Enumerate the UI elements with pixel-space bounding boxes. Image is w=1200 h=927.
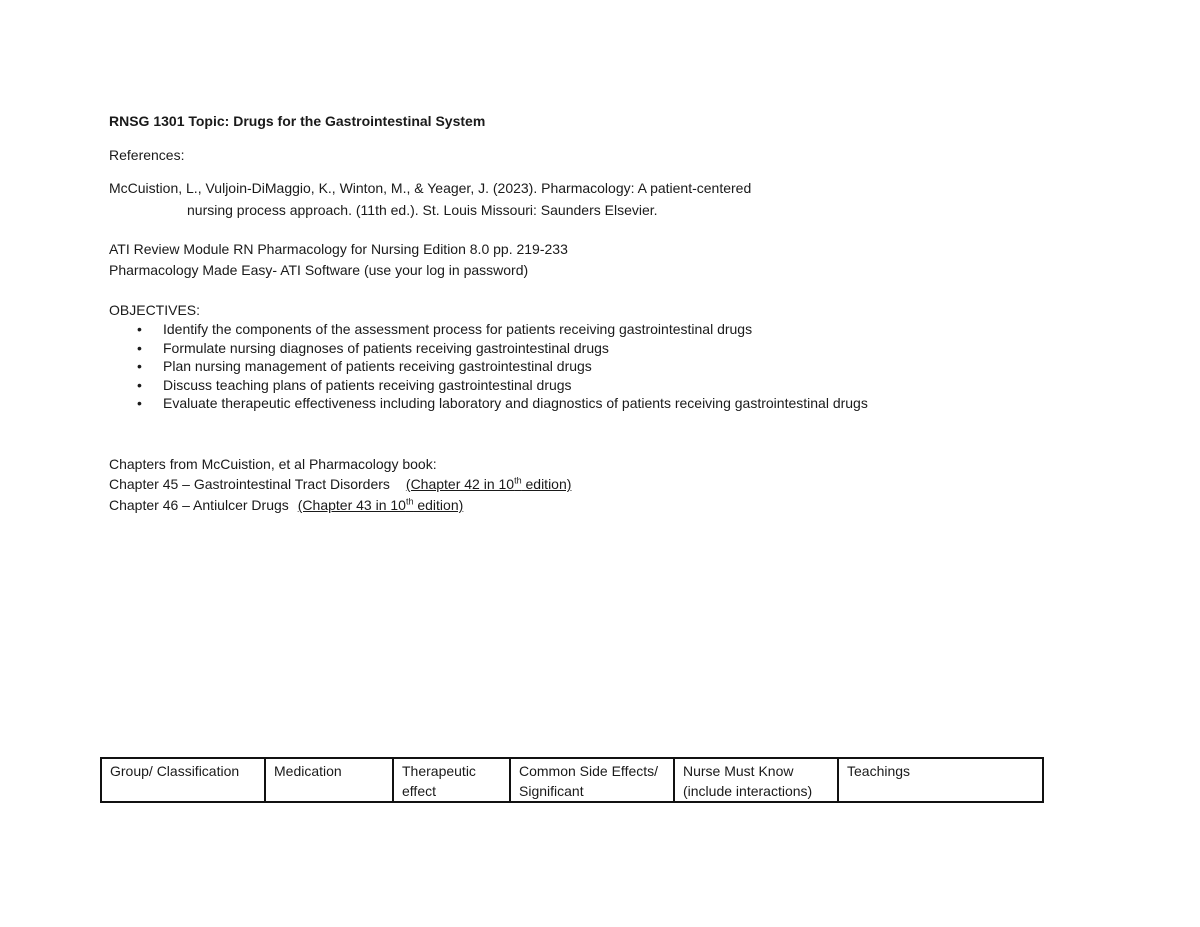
objective-item	[133, 339, 868, 358]
bullet-icon: •	[137, 358, 142, 374]
objective-item	[133, 376, 868, 395]
objective-text: Identify the components of the assessment process for patients receiving gastrointestinal drugs	[163, 321, 753, 337]
ati-review-reference: ATI Review Module RN Pharmacology for Nursing Edition 8.0 pp. 219-233	[109, 241, 568, 257]
chapter-edition-note: (Chapter 42 in 10th edition)	[405, 475, 572, 492]
column-header-nurse-must-know: Nurse Must Know (include interactions)	[674, 758, 838, 802]
document-title: RNSG 1301 Topic: Drugs for the Gastrointestinal System	[109, 113, 486, 129]
objective-text: Plan nursing management of patients receiving gastrointestinal drugs	[163, 358, 592, 374]
objective-item	[133, 320, 868, 339]
chapter-line	[109, 475, 571, 493]
chapter-line	[109, 496, 463, 514]
objective-text: Evaluate therapeutic effectiveness including laboratory and diagnostics of patients receiving gastrointestinal drugs	[163, 395, 868, 411]
column-header-group-classification: Group/ Classification	[101, 758, 265, 802]
objective-text: Formulate nursing diagnoses of patients receiving gastrointestinal drugs	[163, 339, 609, 356]
column-header-therapeutic-effect: Therapeutic effect	[393, 758, 510, 802]
objectives-list	[133, 320, 868, 413]
objective-item	[133, 357, 868, 376]
objectives-label: OBJECTIVES:	[109, 302, 201, 318]
chapter-title: Chapter 45 – Gastrointestinal Tract Disorders	[109, 476, 390, 492]
chapter-title: Chapter 46 – Antiulcer Drugs	[109, 497, 289, 513]
reference-citation-line-2: nursing process approach. (11th ed.). St. Louis Missouri: Saunders Elsevier.	[187, 202, 658, 218]
bullet-icon: •	[137, 395, 142, 411]
drug-table	[100, 757, 1044, 803]
chapters-label: Chapters from McCuistion, et al Pharmacology book:	[109, 456, 437, 472]
objective-text: Discuss teaching plans of patients receiving gastrointestinal drugs	[163, 376, 572, 393]
bullet-icon: •	[137, 339, 142, 356]
column-header-teachings: Teachings	[838, 758, 1043, 802]
chapter-edition-note: (Chapter 43 in 10th edition)	[297, 496, 464, 513]
reference-citation-line-1: McCuistion, L., Vuljoin-DiMaggio, K., Winton, M., & Yeager, J. (2023). Pharmacology: A patient-centered	[109, 180, 752, 196]
ati-software-reference: Pharmacology Made Easy- ATI Software (use your log in password)	[109, 262, 529, 278]
table-header-row	[101, 758, 1043, 802]
column-header-medication: Medication	[265, 758, 393, 802]
references-label: References:	[109, 147, 185, 163]
bullet-icon: •	[137, 321, 142, 337]
bullet-icon: •	[137, 376, 142, 393]
column-header-side-effects: Common Side Effects/ Significant	[510, 758, 674, 802]
objective-item	[133, 394, 868, 413]
